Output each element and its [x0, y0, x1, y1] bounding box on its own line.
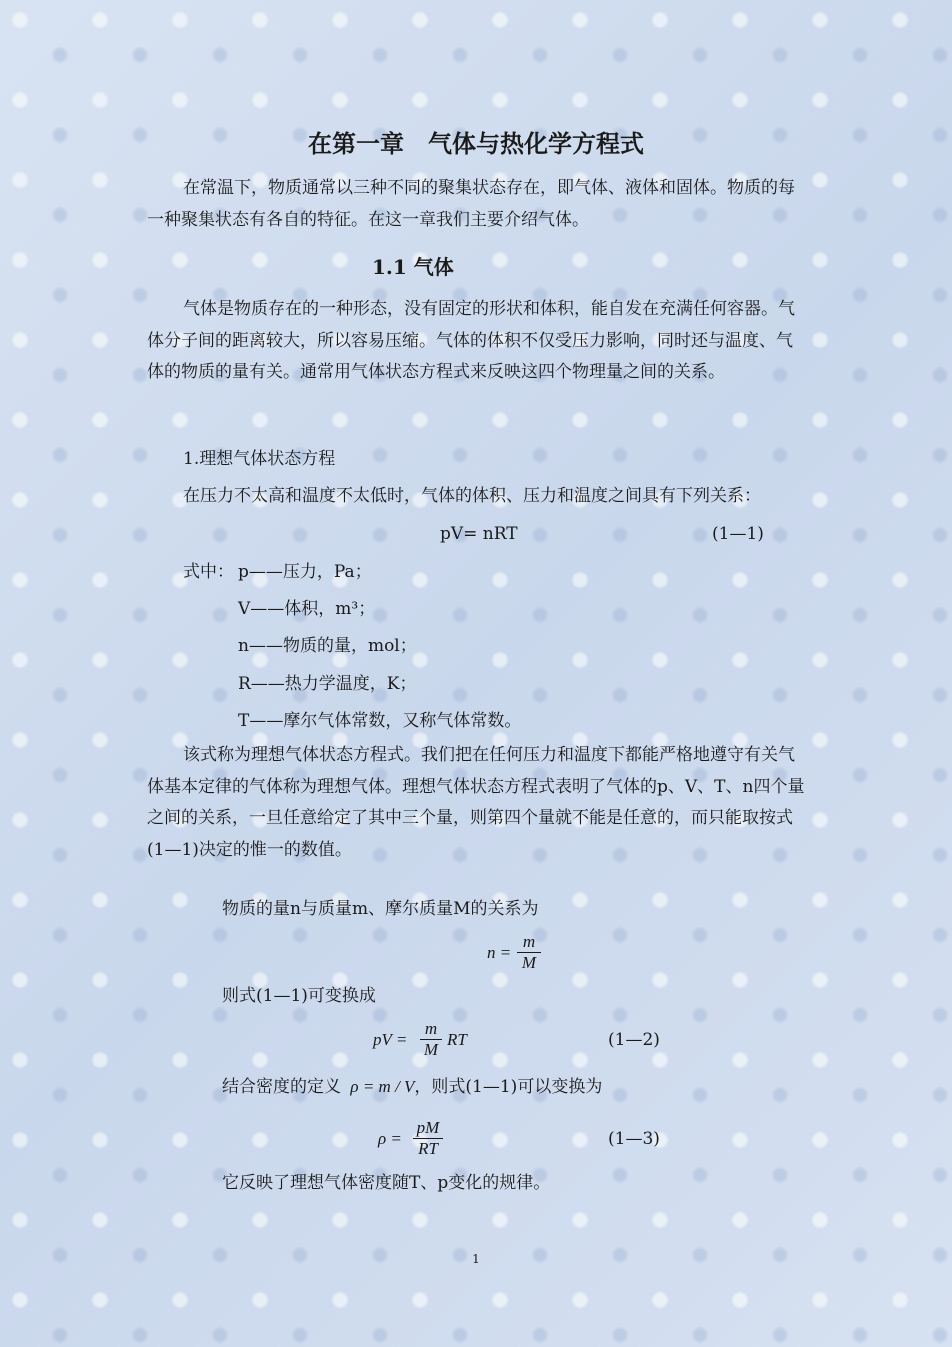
- equation-3-numerator: pM: [416, 1118, 440, 1137]
- intro-paragraph: 在常温下，物质通常以三种不同的聚集状态存在，即气体、液体和固体。物质的每一种聚集状态有各自的特征。在这一章我们主要介绍气体。: [147, 178, 795, 230]
- equation-3-fraction: [413, 1118, 443, 1159]
- equation-2-number: (1—2): [608, 1030, 660, 1050]
- page-title: 在第一章 气体与热化学方程式: [308, 129, 644, 158]
- equation-1-number: (1—1): [712, 524, 764, 544]
- definition-t: T——摩尔气体常数，又称气体常数。: [238, 711, 522, 731]
- section-heading: 1.1 气体: [372, 255, 454, 279]
- equation-3-lhs: ρ =: [378, 1129, 402, 1148]
- equation-3-number: (1—3): [608, 1129, 660, 1149]
- equation-n-denominator: M: [521, 953, 537, 972]
- equation-n-lhs: n =: [487, 943, 512, 962]
- density-line: [222, 1076, 602, 1098]
- equation-3-denominator: RT: [418, 1139, 438, 1158]
- equation-2-rhs: RT: [447, 1030, 467, 1049]
- equation-1: pV= nRT: [440, 524, 518, 544]
- relation-text: 物质的量n与质量m、摩尔质量M的关系为: [222, 899, 539, 919]
- condition-text: 在压力不太高和温度不太低时，气体的体积、压力和温度之间具有下列关系：: [183, 486, 761, 506]
- definition-v: V——体积，m³；: [238, 599, 376, 619]
- equation-2-lhs: pV =: [373, 1030, 408, 1049]
- density-pre: 结合密度的定义: [222, 1077, 341, 1097]
- equation-2-denominator: M: [423, 1040, 439, 1059]
- transform-text: 则式(1—1)可变换成: [222, 986, 376, 1006]
- definition-n: n——物质的量，mol；: [238, 636, 417, 656]
- equation-n-fraction: [517, 932, 541, 973]
- where-label: 式中：: [183, 562, 234, 582]
- equation-2-numerator: m: [424, 1019, 438, 1038]
- gas-paragraph: 气体是物质存在的一种形态，没有固定的形状和体积，能自发在充满任何容器。气体分子间的距离较大，所以容易压缩。气体的体积不仅受压力影响，同时还与温度、气体的物质的量有关。通常用气体状态方程式来反映这四个物理量之间的关系。: [147, 299, 795, 382]
- equation-n-numerator: m: [522, 932, 536, 951]
- equation-2-fraction: [420, 1019, 442, 1060]
- page-number: 1: [472, 1252, 480, 1266]
- conclusion-text: 它反映了理想气体密度随T、p变化的规律。: [222, 1173, 551, 1193]
- ideal-gas-paragraph: 该式称为理想气体状态方程式。我们把在任何压力和温度下都能严格地遵守有关气体基本定律的气体称为理想气体。理想气体状态方程式表明了气体的p、V、T、n四个量之间的关系，一旦任意给定了其中三个量，则第四个量就不能是任意的，而只能取按式(1—1)决定的惟一的数值。: [147, 745, 805, 860]
- subsection-heading: 1.理想气体状态方程: [183, 449, 336, 469]
- density-post: ，则式(1—1)可以变换为: [414, 1077, 603, 1097]
- definition-p: p——压力，Pa；: [238, 562, 372, 582]
- density-definition: ρ = m / V: [350, 1077, 415, 1096]
- definition-r: R——热力学温度，K；: [238, 674, 417, 694]
